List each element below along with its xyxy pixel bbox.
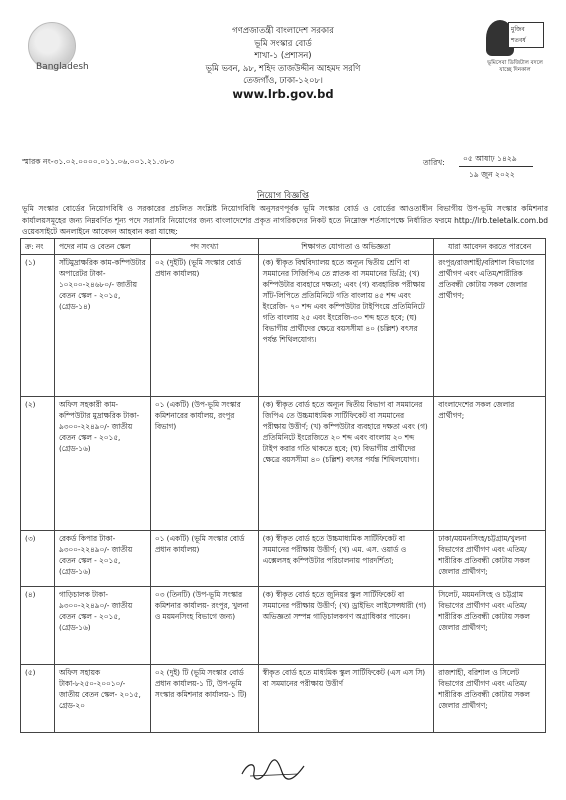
row-qualification: স্বীকৃত বোর্ড হতে মাধ্যমিক স্কুল সার্টিফিকেট (এস এস সি) বা সমমানের পরীক্ষায় উত্তীর্ণ <box>258 665 434 733</box>
row-qualification: (ক) স্বীকৃত বোর্ড হতে উচ্চমাধ্যমিক সার্টিফিকেট বা সমমানের পরীক্ষায় উত্তীর্ণ; (খ) এম. এস. ওয়ার্ড ও এক্সেলসহ কম্পিউটার পরিচালনায় পারদর্শিতা; <box>258 531 434 587</box>
row-post: গাড়িচালক টাকা- ৯৩০০-২২৪৯০/- জাতীয় বেতন স্কেল - ২০১৫, (গ্রেড-১৬) <box>54 587 150 665</box>
table-row <box>21 665 546 733</box>
col-header-count: পদ সংখ্যা <box>150 239 258 255</box>
col-header-post: পদের নাম ও বেতন স্কেল <box>54 239 150 255</box>
logo-right-slogan: ভূমিসেবা ডিজিটাল বদলে যাচ্ছে দিনকাল <box>487 60 543 74</box>
header-line-1: গণপ্রজাতন্ত্রী বাংলাদেশ সরকার <box>232 25 334 35</box>
date-divider <box>459 166 533 167</box>
row-count: ০২ (দুই) টি (ভূমি সংস্কার বোর্ড প্রধান কার্যালয়-১ টি, উপ-ভূমি সংস্কার কমিশনার কার্যালয়-১ টি) <box>150 665 258 733</box>
logo-right-tag: মুজিব শতবর্ষ <box>508 22 544 48</box>
row-count: ০২ (দুইটি) (ভূমি সংস্কার বোর্ড প্রধান কার্যালয়) <box>150 255 258 397</box>
table-row <box>21 531 546 587</box>
row-qualification: (ক) স্বীকৃত বোর্ড হতে জুনিয়র স্কুল সার্টিফিকেট বা সমমানের পরীক্ষায় উত্তীর্ণ; (খ) ড্রাইভিং লাইসেন্সধারী (গ) অভিজ্ঞতা সম্পন্ন গাড়িচালকগণ অগ্রাধিকার পাবেন। <box>258 587 434 665</box>
row-serial: (৩) <box>21 531 55 587</box>
date-english: ১৯ জুন ২০২২ <box>469 170 515 179</box>
col-header-qualification: শিক্ষাগত যোগ্যতা ও অভিজ্ঞতা <box>258 239 434 255</box>
table-row <box>21 255 546 397</box>
table-header-row <box>21 239 546 255</box>
col-header-eligible: যারা আবেদন করতে পারবেন <box>434 239 546 255</box>
row-post: অফিস সহায়ক টাকা-৮২৫০-২০০১০/- জাতীয় বেতন স্কেল- ২০১৫, গ্রেড-২০ <box>54 665 150 733</box>
office-header <box>0 24 566 100</box>
row-eligible: ঢাকা/ময়মনসিংহ/চট্টগ্রাম/খুলনা বিভাগের প্রার্থীগণ এবং এতিম/শারীরিক প্রতিবন্ধী কোটায় সকল জেলার প্রার্থীগণ; <box>434 531 546 587</box>
row-post: রেকর্ড কিপার টাকা- ৯৩০০-২২৪৯০/- জাতীয় বেতন স্কেল - ২০১৫, (গ্রেড-১৬) <box>54 531 150 587</box>
col-header-serial: ক্র: নং <box>21 239 55 255</box>
row-count: ০৩ (তিনটি) (উপ-ভূমি সংস্কার কমিশনার কার্যালয়- রংপুর, খুলনা ও ময়মনসিংহ বিভাগে জন্য) <box>150 587 258 665</box>
row-post: সাঁটমুদ্রাক্ষরিক কাম-কম্পিউটার অপারেটর টাকা- ১০২০০-২৪৬৮০/- জাতীয় বেতন স্কেল - ২০১৫, (গ্রেড-১৪) <box>54 255 150 397</box>
row-eligible: সিলেট, ময়মনসিংহ ও চট্টগ্রাম বিভাগের প্রার্থীগণ এবং এতিম/শারীরিক প্রতিবন্ধী কোটায় সকল জেলার প্রার্থীগণ; <box>434 587 546 665</box>
vacancy-table <box>20 238 546 733</box>
memo-number: স্মারক নং-৩১.০২.০০০০.০১১.০৬.০০১.২১.৩৮৩ <box>22 157 175 166</box>
row-eligible: রাজশাহী, বরিশাল ও সিলেট বিভাগের প্রার্থীগণ এবং এতিম/শারীরিক প্রতিবন্ধী কোটায় সকল জেলার প্রার্থীগণ; <box>434 665 546 733</box>
row-serial: (২) <box>21 397 55 531</box>
row-serial: (৪) <box>21 587 55 665</box>
notice-title: নিয়োগ বিজ্ঞপ্তি <box>257 191 309 201</box>
row-count: ০১ (একটি) (উপ-ভূমি সংস্কার কমিশনারের কার্যালয়, রংপুর বিভাগ) <box>150 397 258 531</box>
row-eligible: বাংলাদেশের সকল জেলার প্রার্থীগণ; <box>434 397 546 531</box>
date-bangla: ০৫ আষাঢ় ১৪২৯ <box>463 154 517 163</box>
row-serial: (১) <box>21 255 55 397</box>
date-label: তারিখ: <box>423 158 445 167</box>
website-link[interactable]: www.lrb.gov.bd <box>232 86 334 101</box>
row-post: অফিস সহকারী কাম-কম্পিউটার মুদ্রাক্ষরিক টাকা- ৯৩০০-২২৪৯০/- জাতীয় বেতন স্কেল - ২০১৫, (গ্রেড-১৬) <box>54 397 150 531</box>
table-row <box>21 587 546 665</box>
intro-paragraph: ভূমি সংস্কার বোর্ডের নিয়োগবিধি ও সরকারের প্রচলিত সংশ্লিষ্ট নিয়োগবিধি অনুসরণপূর্বক ভূমি সংস্কার বোর্ড ও বোর্ডের আওতাধীন বিভাগীয় উপ-ভূমি সংস্কার কমিশনার কার্যালয়সমূহের জন্য নিম্নবর্ণিত শূন্য পদে সরাসরি নিয়োগের জন্য বাংলাদেশের প্রকৃত নাগরিকদের নিকট হতে নিম্নোক্ত শর্তসাপেক্ষে নির্ধারিত ফরমে http://lrb.teletalk.com.bd ওয়েবসাইটে অনলাইনে আবেদন আহবান করা যাচ্ছে: <box>22 204 548 236</box>
row-serial: (৫) <box>21 665 55 733</box>
row-count: ০১ (একটি) (ভূমি সংস্কার বোর্ড প্রধান কার্যালয়) <box>150 531 258 587</box>
header-line-5: তেজগাঁও, ঢাকা-১২০৮। <box>243 75 323 85</box>
signature <box>238 756 308 784</box>
row-qualification: (ক) স্বীকৃত বিশ্ববিদ্যালয় হতে অন্যূন দ্বিতীয় শ্রেণি বা সমমানের সিজিপিএ তে স্নাতক বা সমমানের ডিগ্রি; (খ) কম্পিউটার ব্যবহারে দক্ষতা; এবং (গ) ব্যবহারিক পরীক্ষায় সাঁট-লিপিতে প্রতিমিনিটে গতি বাংলায় ৪৫ শব্দ এবং ইংরেজি- ৭০ শব্দ এবং কম্পিউটার টাইপিংয়ে প্রতিমিনিটে গতি বাংলায় ২৫ এবং ইংরেজি-৩০ শব্দ হতে হবে; (ঘ) বিভাগীয় প্রার্থীদের ক্ষেত্রে বয়সসীমা ৪০ (চল্লিশ) বৎসর পর্যন্ত শিথিলযোগ্য। <box>258 255 434 397</box>
header-line-2: ভূমি সংস্কার বোর্ড <box>254 37 312 48</box>
row-eligible: রংপুর/রাজশাহী/বরিশাল বিভাগের প্রার্থীগণ এবং এতিম/শারীরিক প্রতিবন্ধী কোটায় সকল জেলার প্রার্থীগণ; <box>434 255 546 397</box>
row-qualification: (ক) স্বীকৃত বোর্ড হতে অন্যূন দ্বিতীয় বিভাগ বা সমমানের জিপিএ তে উচ্চমাধ্যমিক সার্টিফিকেট বা সমমানের পরীক্ষায় উত্তীর্ণ; (খ) কম্পিউটার ব্যবহারে দক্ষতা এবং (গ) প্রতিমিনিটে ইংরেজিতে ২০ শব্দ এবং বাংলায় ২০ শব্দ টাইপ করার গতি থাকতে হবে; (ঘ) বিভাগীয় প্রার্থীদের ক্ষেত্রে বয়সসীমা ৪০ (চল্লিশ) বৎসর পর্যন্ত শিথিলযোগ্য। <box>258 397 434 531</box>
logo-left-text: Bangladesh <box>36 62 89 72</box>
table-row <box>21 397 546 531</box>
header-line-3: শাখা-১ (প্রশাসন) <box>254 50 312 60</box>
header-line-4: ভূমি ভবন, ৯৮, শহিদ তাজউদ্দীন আহমদ সরণি <box>205 62 361 73</box>
